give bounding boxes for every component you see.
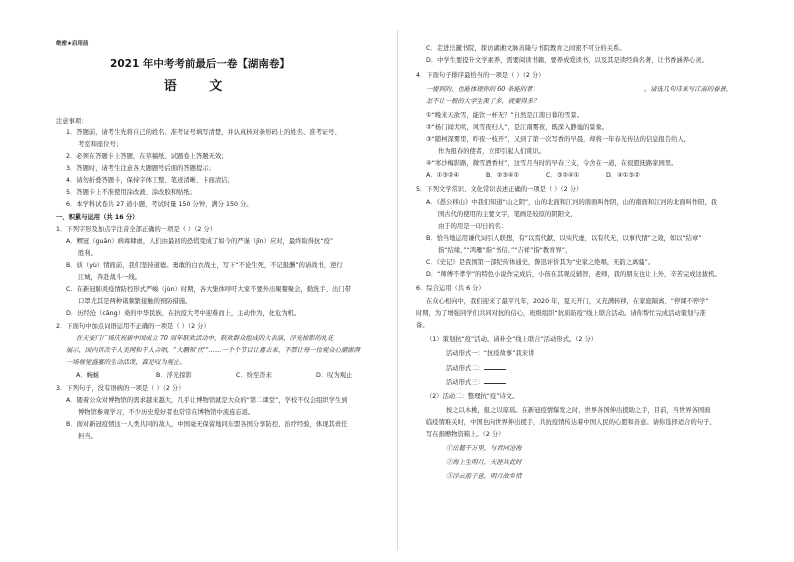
left-text-line [56,213,138,222]
left-text-line [66,200,253,209]
line-text: 担当。 [78,433,97,440]
left-text-line [56,225,216,234]
left-text-line [66,152,227,161]
right-text-line [438,222,507,231]
left-text-line [66,309,300,318]
left-text-line [316,371,352,380]
line-text: 按之以木桃，报之以琼瑶。在新冠疫情爆发之时，世界各国伸出援助之手，目前，当世界各国面 [446,407,711,414]
line-text: A．《愚公移山》中我们知道“山之阴”，山的北面和江河的南面叫作阴，山的南面和江河的北面叫作阳，我 [426,199,718,206]
line-text: B．②③④① [486,172,520,179]
line-text: 6．本学科试卷共 27 道小题，考试时量 150 分钟，满分 150 分。 [66,201,253,208]
right-text-line [606,171,640,180]
right-text-line [416,309,706,318]
line-text: 绝密★启用前 [56,41,89,47]
left-text-line [76,334,334,343]
line-text: 6．综合运用（共 6 分） [416,285,485,292]
line-text: ①“晚来天欲雪，能饮一杯无？”自然是江南日暮的雪景。 [426,112,583,119]
line-text: ③浮云游子意，明月故乡情 [446,473,522,480]
left-text-line [66,261,343,270]
line-text: 2．下面句中加点词语运用不正确的一项是（ ）（2 分） [56,323,210,330]
right-text-line [446,377,506,387]
left-text-line [56,117,87,126]
right-text-line [426,135,690,144]
line-text: A．鳏冠（guān）病毒肆虐，人们由最初的恐慌变成了如今的严谨（jǐn）应对，最终取得抗“疫” [66,238,334,245]
left-text-line [56,322,210,331]
line-text: A．①③②④ [426,172,460,179]
line-text: 4．下面句子排序最恰当的一项是（ ）（2 分） [416,72,545,79]
line-text: D．“师傅不孝学”的特色小说作完成后，小孩在其观反辅智，老师，我的朋友也让上外，辛苦完成这拔机。 [426,271,721,278]
line-text: B．面对新冠疫情这一人类共同的敌人，中国毫无保留地同东盟各国分享防控、治疗经验，体现其责任 [66,421,348,428]
right-text-line [426,270,721,279]
line-text: 一提到的，也能体现你的 60 条能的者： [426,86,539,93]
right-text-line [546,171,579,180]
line-text: ④“寒沙梅影路，微雪酒香村”，这雪月当时的早春三支，令舍在一道，在很愿抚路家园里。 [426,160,678,167]
line-text: 展示，国内首次千人美网和千人合唱，“大鹏领‘伏’”……一个个节目让喜去来，不禁让每一位观众心潮澎湃 [66,347,360,354]
line-text: 5．答题卡上不准使用涂改液、涂改胶和贴纸； [66,189,196,196]
left-text-line [66,396,348,405]
line-text: D．历经沧（cāng）桑的中华民族，在抗疫大考中迎难而上，主动作为，化危为机。 [66,310,301,317]
left-text-line [78,408,254,417]
line-text: A．蜿蜒 [76,372,100,379]
line-text: C．《史记》是我国第一部纪传体通史，鲁迅评价其为“史家之绝唱，无韵之离骚”。 [426,259,655,266]
right-text-line [446,458,522,467]
left-text-line [66,128,341,137]
line-text: ①岳麓千万里，与君同沧海 [446,445,522,452]
right-text-line [426,159,677,168]
line-text: C．走进岳麓书院，探访湖湘文脉善隆与书院教育之间密不可分的关系。 [426,45,626,52]
right-text-line [416,284,485,293]
line-text: C．③②④① [546,172,580,179]
left-text-line [66,176,234,185]
line-text: 一、积累与运用（共 16 分） [56,214,139,221]
right-text-line [426,418,716,427]
line-text: D．④①③② [606,172,640,179]
line-text: 4．请勿折叠答题卡，保持字体工整、笔迹清晰、卡面清洁； [66,177,234,184]
right-text-line [446,406,710,415]
right-text-line [426,97,539,106]
left-text-line [78,432,97,441]
line-text: 活动形式一：“抗疫故事”我来讲 [446,350,535,357]
line-text: 3．下列句子，没有语病的一项是（ ）（2 分） [56,385,185,392]
line-text: 。请选几句诗来写江南的春景， [644,86,733,93]
line-text: 口罩尤其是两种诸频繁接触的预防措施。 [78,298,192,305]
answer-blank [484,363,506,370]
line-text: 指“结缘，”“鸿雁”指“书信，”“吉祥”指“教育界”， [438,247,572,254]
right-text-line [486,171,519,180]
right-text-line [438,147,545,156]
answer-blank [484,377,506,384]
right-column [404,0,784,562]
left-text-line [76,371,99,380]
line-text: B．浮光掠影 [156,372,192,379]
left-text-line [78,249,97,258]
left-text-line [10,60,390,69]
left-text-line [78,297,191,306]
line-text: 作为报春的使者，立即引起人们赏识。 [438,148,546,155]
line-text: 考室和座位号； [78,141,123,148]
line-text: 1．下列字形及加点字注音全部正确的一项是（ ）（2 分） [56,226,216,233]
line-text: 江城，奔赴战斗一线。 [78,274,141,281]
left-text-line [66,358,186,367]
line-text: （1）策划抗“疫”活动。请补全“线上联合”活动形式。（2 分） [426,336,598,343]
left-text-line [66,346,360,355]
right-text-line [644,85,732,94]
right-text-line [426,297,709,306]
left-text-line [66,420,347,429]
right-text-line [438,210,577,219]
right-text-line [446,363,506,373]
line-text: C．纷至沓来 [236,372,272,379]
right-text-line [426,56,708,65]
line-text: 临疫情难关时，中国也向世界伸出援手，共抗疫情传达着中国人民的心愿和善意。请你选择适合的句子， [426,419,716,426]
line-text: （2）活动二：整理抗“疫”诗文。 [426,393,519,400]
left-text-line [78,273,141,282]
right-text-line [416,71,545,80]
line-text: D．叹为观止 [316,372,353,379]
line-text: 在天安门广场庆祝新中国成立 70 周年联欢活动中，联欢群众组成的大表演、浮光掠影的礼花 [76,335,334,342]
line-text: 5．下列文学常识、文化常识表述正确的一项是（ ）（2 分） [416,186,583,193]
left-text-line [66,237,333,246]
left-text-line [236,371,272,380]
left-text-line [56,384,185,393]
right-text-line [426,430,504,439]
left-text-line [66,164,215,173]
right-text-line [426,335,597,344]
line-text: 写在捐赠物资箱上。（2 分） [426,431,505,438]
left-column [10,0,390,562]
right-text-line [426,123,608,132]
right-text-line [426,392,518,401]
line-text: 在众心相向中，我们迎来了最平凡年，2020 年，夏天开门，又充满转移，在家庭隔离、“停课不停学” [426,298,709,305]
line-text: 怎不让一般的大学生羡了多，就要得多？ [426,98,540,105]
right-text-line [426,111,583,120]
left-text-line [66,285,351,294]
line-text: 活动形式三： [446,379,484,386]
line-text: 1．答题前，请考生先将自己的姓名、准考证号填写清楚，并认真核对条形码上的姓名、准考证号、 [66,129,341,136]
line-text: 注意事项： [56,118,88,125]
right-text-line [426,258,654,267]
line-text: ②海上生明月，天涯共此时 [446,459,522,466]
line-text: B．恰当地运用谦代词引人联想，有“以焉代献，以实代虚，以有代无，以事代情”之效，如以“结章” [426,235,702,242]
right-text-line [416,321,429,330]
right-text-line [426,234,702,243]
line-text: C．在新冠肺炎疫情防控形式严峻（jùn）时期，各大集体呼吁大家不要外出聚餐聚会，勤洗手、出门带 [66,286,351,293]
line-text: 备。 [416,322,429,329]
line-text: 活动形式二： [446,365,484,372]
right-text-line [446,349,534,358]
right-text-line [426,85,539,94]
left-text-line [56,40,88,49]
right-text-line [438,246,571,255]
line-text: 3．答题时，请考生注意各大题题号后面的答题提示； [66,165,215,172]
line-text: 由于的用是一印日的名： [438,223,508,230]
left-text-line [78,140,122,149]
line-text: 2．必须在答题卡上答题，在草稿纸、试题卷上答题无效； [66,153,228,160]
line-text: 语 文 [163,79,237,94]
right-text-line [426,198,717,207]
left-text-line [66,188,196,197]
line-text: A．随着公众对博物馆的需求越来越大，几乎让博物馆就是大众的“第二课堂”，学校不仅会组织学生到 [66,397,348,404]
line-text: B．质（yù）情面前，我们坚持道德。勇敢的白衣战士，写下“不论生死，不记报酬”的请战书，逆行 [66,262,343,269]
line-text: 博物馆参观学习，不少历史爱好者也常常在博物馆中流连忘返。 [78,409,255,416]
line-text: D．中学生要提升文学素养，需要阅读书籍，要养成爱读书，以及其是读经典名著，让书香涵养心灵。 [426,57,708,64]
right-text-line [446,444,522,453]
left-text-line [10,79,390,94]
right-text-line [416,185,582,194]
column-divider [397,30,398,550]
line-text: 国古代的使用的主要文字，笔画是较原的阴阳文， [438,211,577,218]
line-text: ③“随柯深雾里，昨夜一枝开”，又到了第一次写香的早晨，却将一年春光传达的信息报告给人， [426,136,691,143]
right-text-line [426,44,626,53]
right-text-line [446,472,522,481]
line-text: 胜利。 [78,250,97,257]
line-text: ②“杨门闻犬吠，风雪夜归人”，是江南雾夜，既深入静谧的景象。 [426,124,609,131]
right-text-line [426,171,459,180]
line-text: 一场视觉盛宴的生动活泼，真是叹为观止。 [66,359,186,366]
left-text-line [156,371,192,380]
line-text: 2021 年中考考前最后一卷【湖南卷】 [110,58,290,70]
line-text: 时期，为了增强同学们共同对抗的信心，班级组织“抗质防疫”线上联合活动。请你帮忙完成活动策划与准 [416,310,706,317]
